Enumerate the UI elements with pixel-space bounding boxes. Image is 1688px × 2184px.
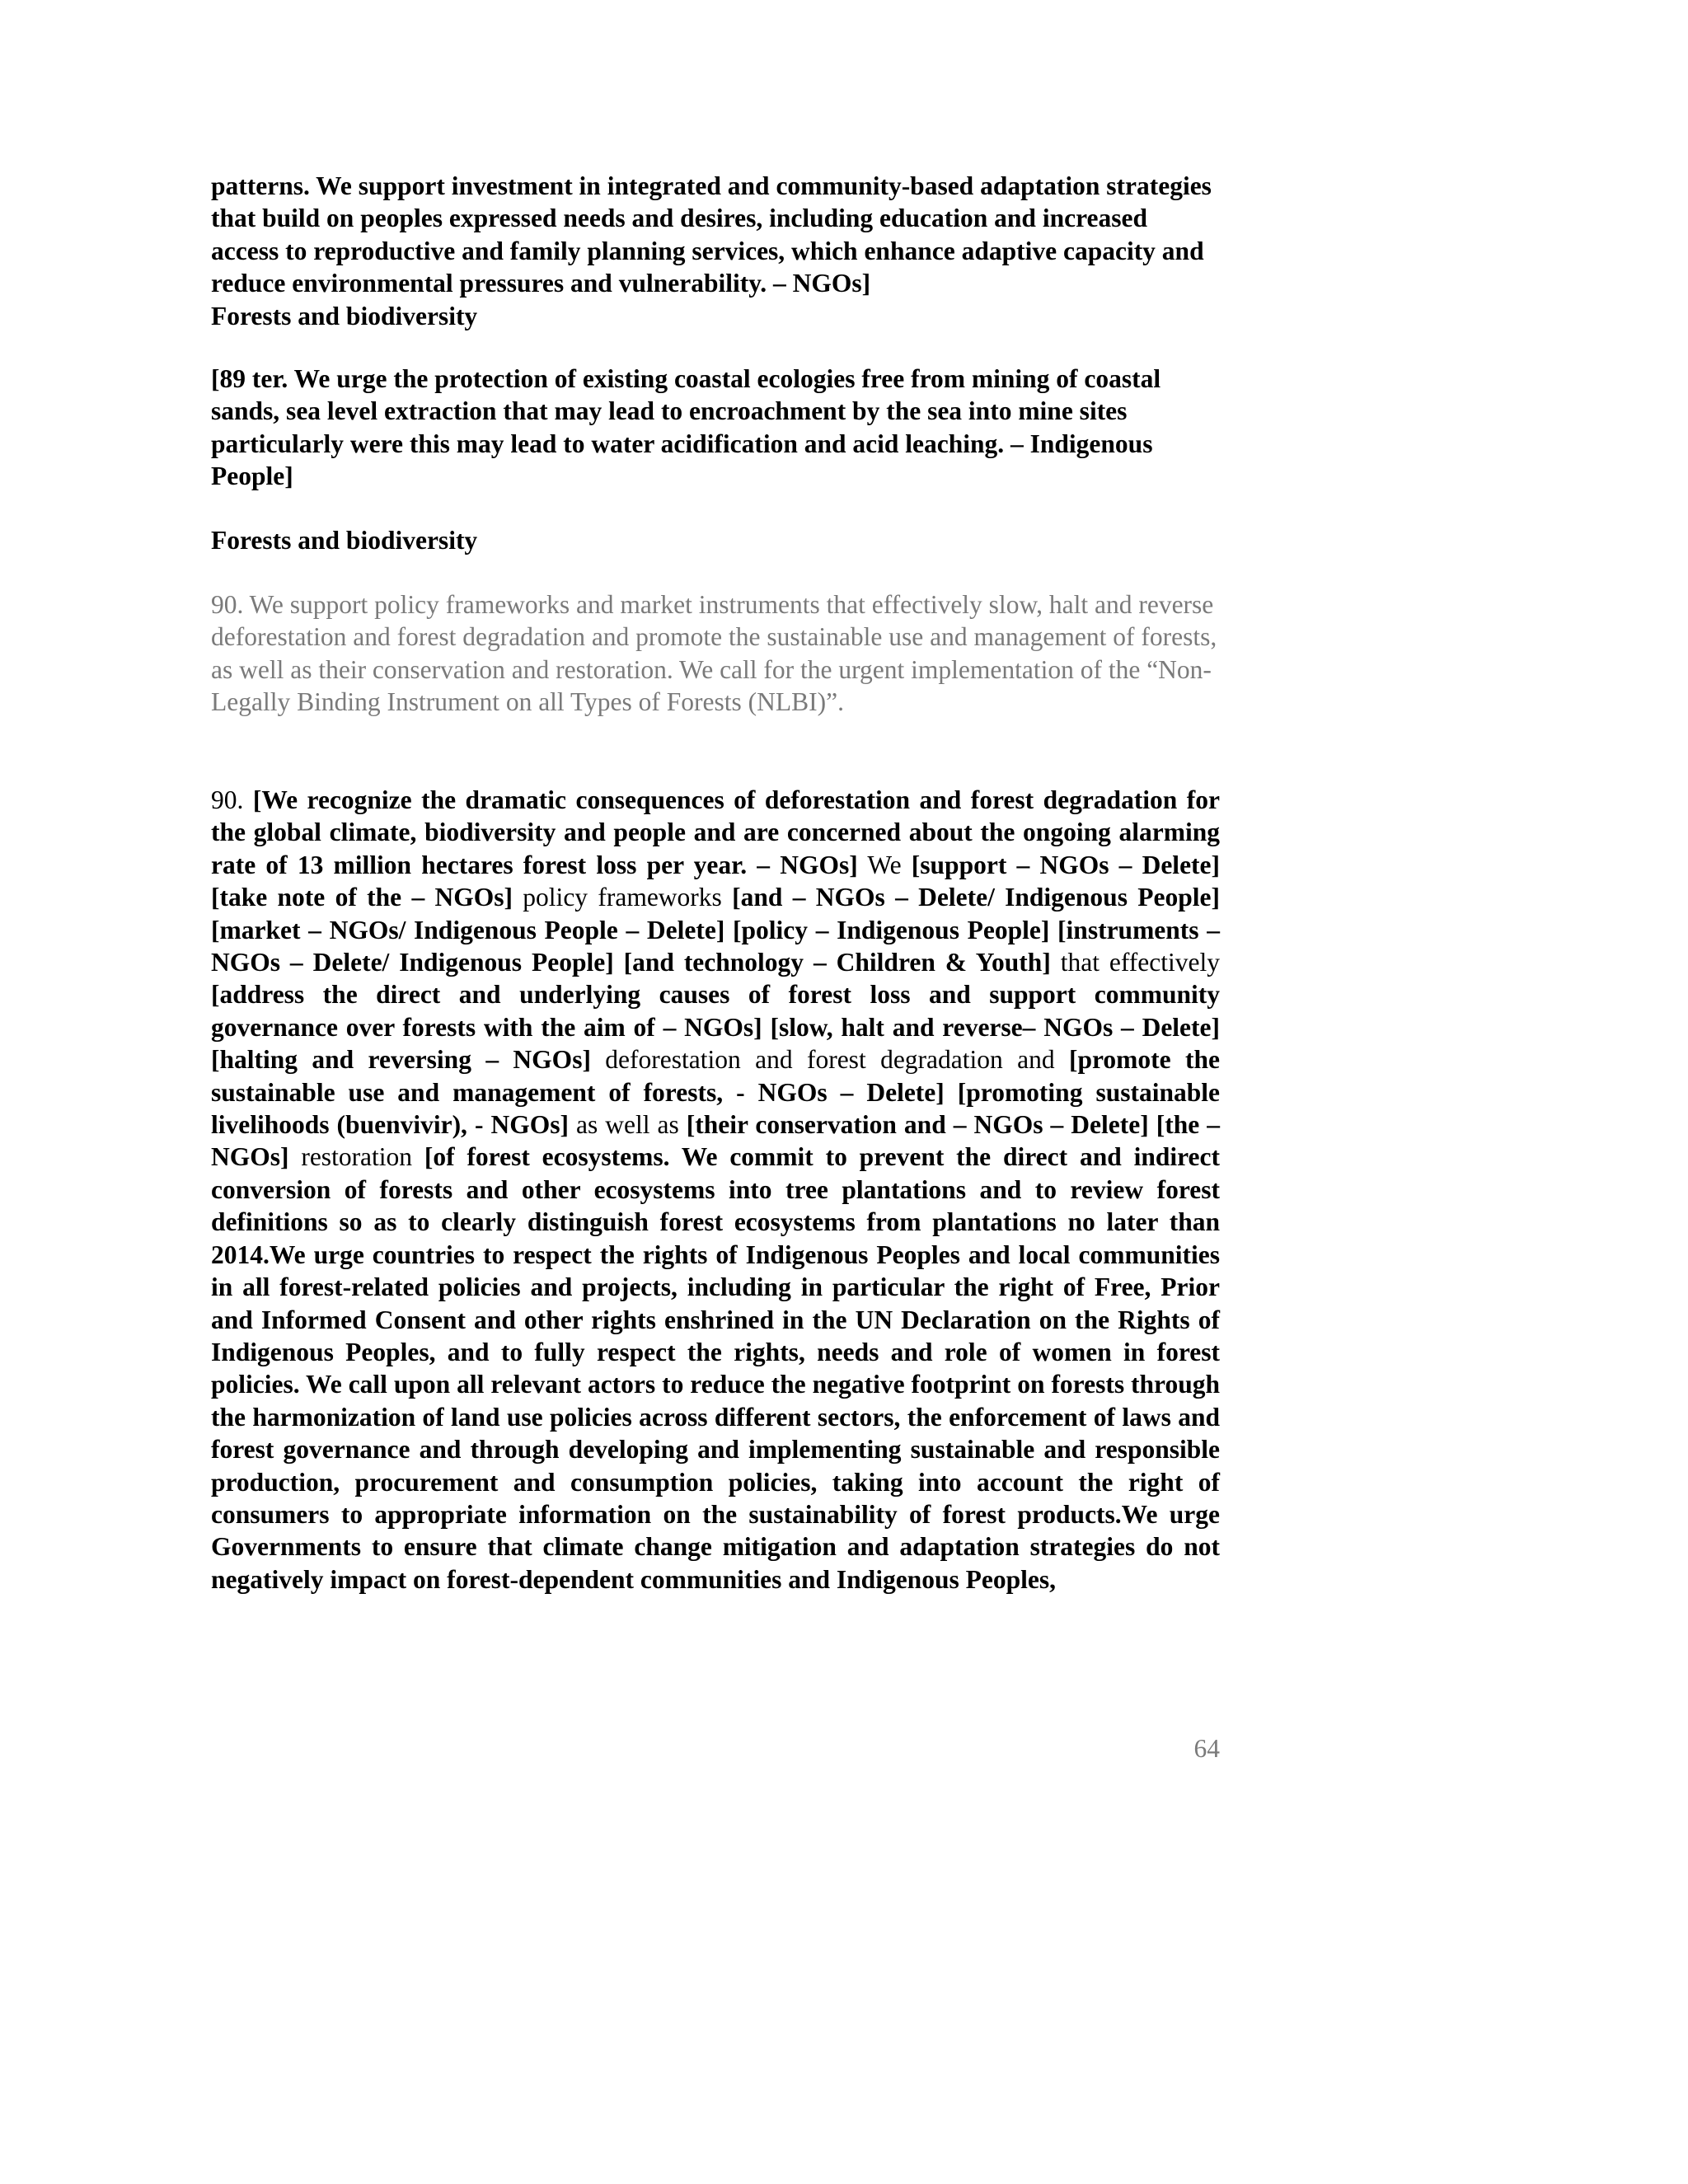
paragraph-89-ter: [89 ter. We urge the protection of existing coastal ecologies free from mining of coastal sands, sea level extraction that may lead to encroachment by the sea into mine sites particularly were this may lead to water acidification and acid leaching. – Indigenous People] — [211, 364, 1161, 491]
paragraph-90-original: 90. We support policy frameworks and market instruments that effectively slow, halt and reverse deforestation and forest degradation and promote the sustainable use and management of forests, as well as their conservation and restoration. We call for the urgent implementation of the “Non-Legally Binding Instrument on all Types of Forests (NLBI)”. — [211, 590, 1217, 717]
page-number: 64 — [1193, 1734, 1220, 1763]
segment-plain: deforestation and forest degradation and — [590, 1045, 1069, 1075]
segment-plain: policy frameworks — [513, 883, 733, 912]
segment-bracket: [support – NGOs – Delete] [take note of the – NGOs] — [211, 850, 1221, 912]
paragraph-90-revised — [211, 784, 1220, 1596]
segment-bracket: [address the direct and underlying causes of forest loss and support community governance over forests with the aim of – NGOs] [slow, halt and reverse– NGOs – Delete] [halting and reversing – NGOs] — [211, 980, 1220, 1075]
segment-bracket: [their conservation and – NGOs – Delete] [the – NGOs] — [211, 1110, 1220, 1172]
segment-bracket: [promote the sustainable use and management of forests, - NGOs – Delete] [promoting sustainable livelihoods (buenvivir), - NGOs] — [211, 1045, 1220, 1140]
segment-plain: We — [857, 850, 912, 879]
segment-plain: that effectively — [1050, 948, 1220, 977]
section-heading: Forests and biodiversity — [211, 526, 478, 555]
segment-bracket: [We recognize the dramatic consequences of deforestation and forest degradation for the global climate, biodiversity and people and are concerned about the ongoing alarming rate of 13 million hectares forest loss per year. – NGOs] — [211, 785, 1221, 879]
segment-bracket: [and – NGOs – Delete/ Indigenous People] [market – NGOs/ Indigenous People – Delete] [policy – Indigenous People] [instruments – NGOs – Delete/ Indigenous People] [and technology – Children & Youth] — [211, 883, 1220, 977]
segment-plain: as well as — [568, 1110, 687, 1140]
paragraph-intro-text: patterns. We support investment in integrated and community-based adaptation strategies that build on peoples expressed needs and desires, including education and increased access to reproductive and family planning services, which enhance adaptive capacity and reduce environmental pressures and vulnerability. – NGOs] — [211, 171, 1212, 298]
paragraph-intro — [211, 170, 1220, 332]
segment-bracket: [of forest ecosystems. We commit to prevent the direct and indirect conversion of forests and other ecosystems into tree plantations and to review forest definitions so as to clearly distinguish forest ecosystems from plantations no later than 2014.We urge countries to respect the rights of Indigenous Peoples and local communities in all forest-related policies and projects, including in particular the right of Free, Prior and Informed Consent and other rights enshrined in the UN Declaration on the Rights of Indigenous Peoples, and to fully respect the rights, needs and role of women in forest policies. We call upon all relevant actors to reduce the negative footprint on forests through the harmonization of land use policies across different sectors, the enforcement of laws and forest governance and through developing and implementing sustainable and responsible production, procurement and consumption policies, taking into account the right of consumers to appropriate information on the sustainability of forest products.We urge Governments to ensure that climate change mitigation and adaptation strategies do not negatively impact on forest-dependent communities and Indigenous Peoples, — [211, 1142, 1220, 1594]
segment-plain: restoration — [288, 1142, 424, 1172]
segment-number: 90. — [211, 785, 253, 814]
paragraph-intro-subheading: Forests and biodiversity — [211, 301, 478, 330]
